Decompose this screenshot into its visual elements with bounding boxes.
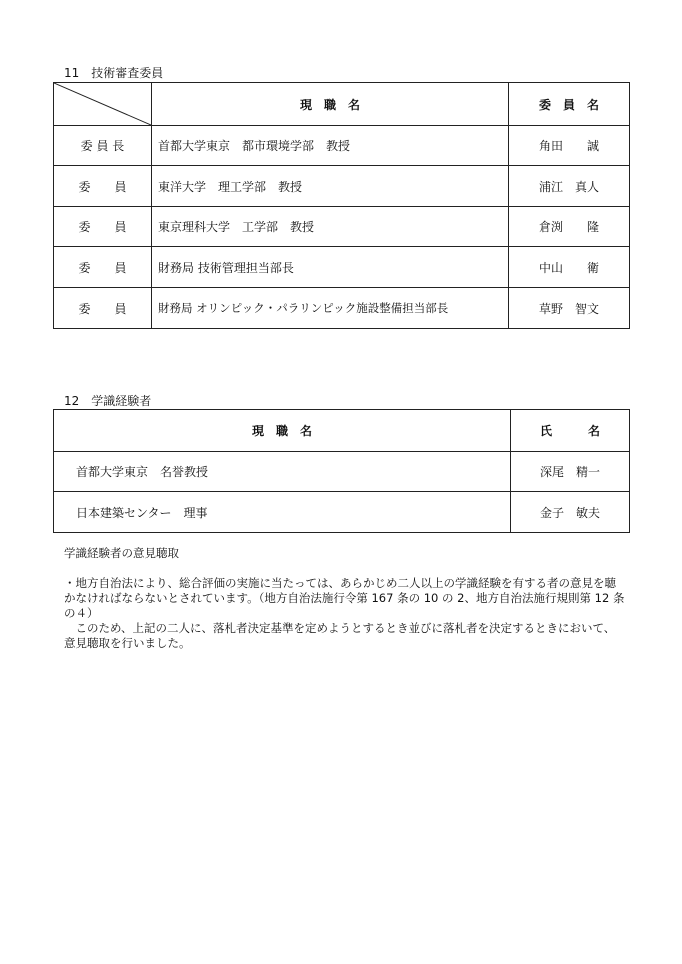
position-cell: 首都大学東京 名誉教授 bbox=[54, 452, 511, 492]
notes-block bbox=[64, 546, 626, 651]
name-cell: 金子 敏夫 bbox=[511, 492, 630, 533]
name-cell: 中山 衛 bbox=[509, 247, 630, 288]
section-12-heading: 12 学識経験者 bbox=[64, 394, 152, 408]
academic-experts-table bbox=[53, 409, 630, 533]
name-cell: 深尾 精一 bbox=[511, 452, 630, 492]
section-11-heading: 11 技術審査委員 bbox=[64, 66, 164, 80]
notes-paragraph-1: ・地方自治法により、総合評価の実施に当たっては、あらかじめ二人以上の学識経験を有する者の意見を聴かなければならないとされています。（地方自治法施行令第 167 条の 10 の 2、地方自治法施行規則第 12 条の４） bbox=[64, 576, 625, 620]
table-row bbox=[54, 452, 630, 492]
position-column-header: 現 職 名 bbox=[152, 83, 509, 126]
position-cell: 財務局 オリンピック・パラリンピック施設整備担当部長 bbox=[152, 288, 509, 329]
notes-title: 学識経験者の意見聴取 bbox=[64, 546, 179, 560]
name-cell: 倉渕 隆 bbox=[509, 207, 630, 247]
position-cell: 東京理科大学 工学部 教授 bbox=[152, 207, 509, 247]
position-cell: 首都大学東京 都市環境学部 教授 bbox=[152, 126, 509, 166]
role-cell: 委 員 bbox=[54, 166, 152, 207]
position-cell: 東洋大学 理工学部 教授 bbox=[152, 166, 509, 207]
table-row bbox=[54, 492, 630, 533]
position-column-header: 現 職 名 bbox=[54, 410, 511, 452]
table-row bbox=[54, 166, 630, 207]
position-cell: 日本建築センター 理事 bbox=[54, 492, 511, 533]
name-cell: 浦江 真人 bbox=[509, 166, 630, 207]
table-row bbox=[54, 247, 630, 288]
role-cell: 委 員 bbox=[54, 288, 152, 329]
name-column-header: 氏 名 bbox=[511, 410, 630, 452]
position-cell: 財務局 技術管理担当部長 bbox=[152, 247, 509, 288]
table-row bbox=[54, 288, 630, 329]
member-name-column-header: 委 員 名 bbox=[509, 83, 630, 126]
diagonal-header-cell bbox=[54, 83, 152, 126]
role-cell: 委 員 長 bbox=[54, 126, 152, 166]
table-row bbox=[54, 207, 630, 247]
name-cell: 角田 誠 bbox=[509, 126, 630, 166]
role-cell: 委 員 bbox=[54, 207, 152, 247]
diagonal-line bbox=[54, 83, 151, 125]
notes-paragraph-2: このため、上記の二人に、落札者決定基準を定めようとするとき並びに落札者を決定するときにおいて、意見聴取を行いました。 bbox=[64, 621, 616, 650]
name-cell: 草野 智文 bbox=[509, 288, 630, 329]
role-cell: 委 員 bbox=[54, 247, 152, 288]
technical-review-committee-table bbox=[53, 82, 630, 329]
table-row bbox=[54, 126, 630, 166]
